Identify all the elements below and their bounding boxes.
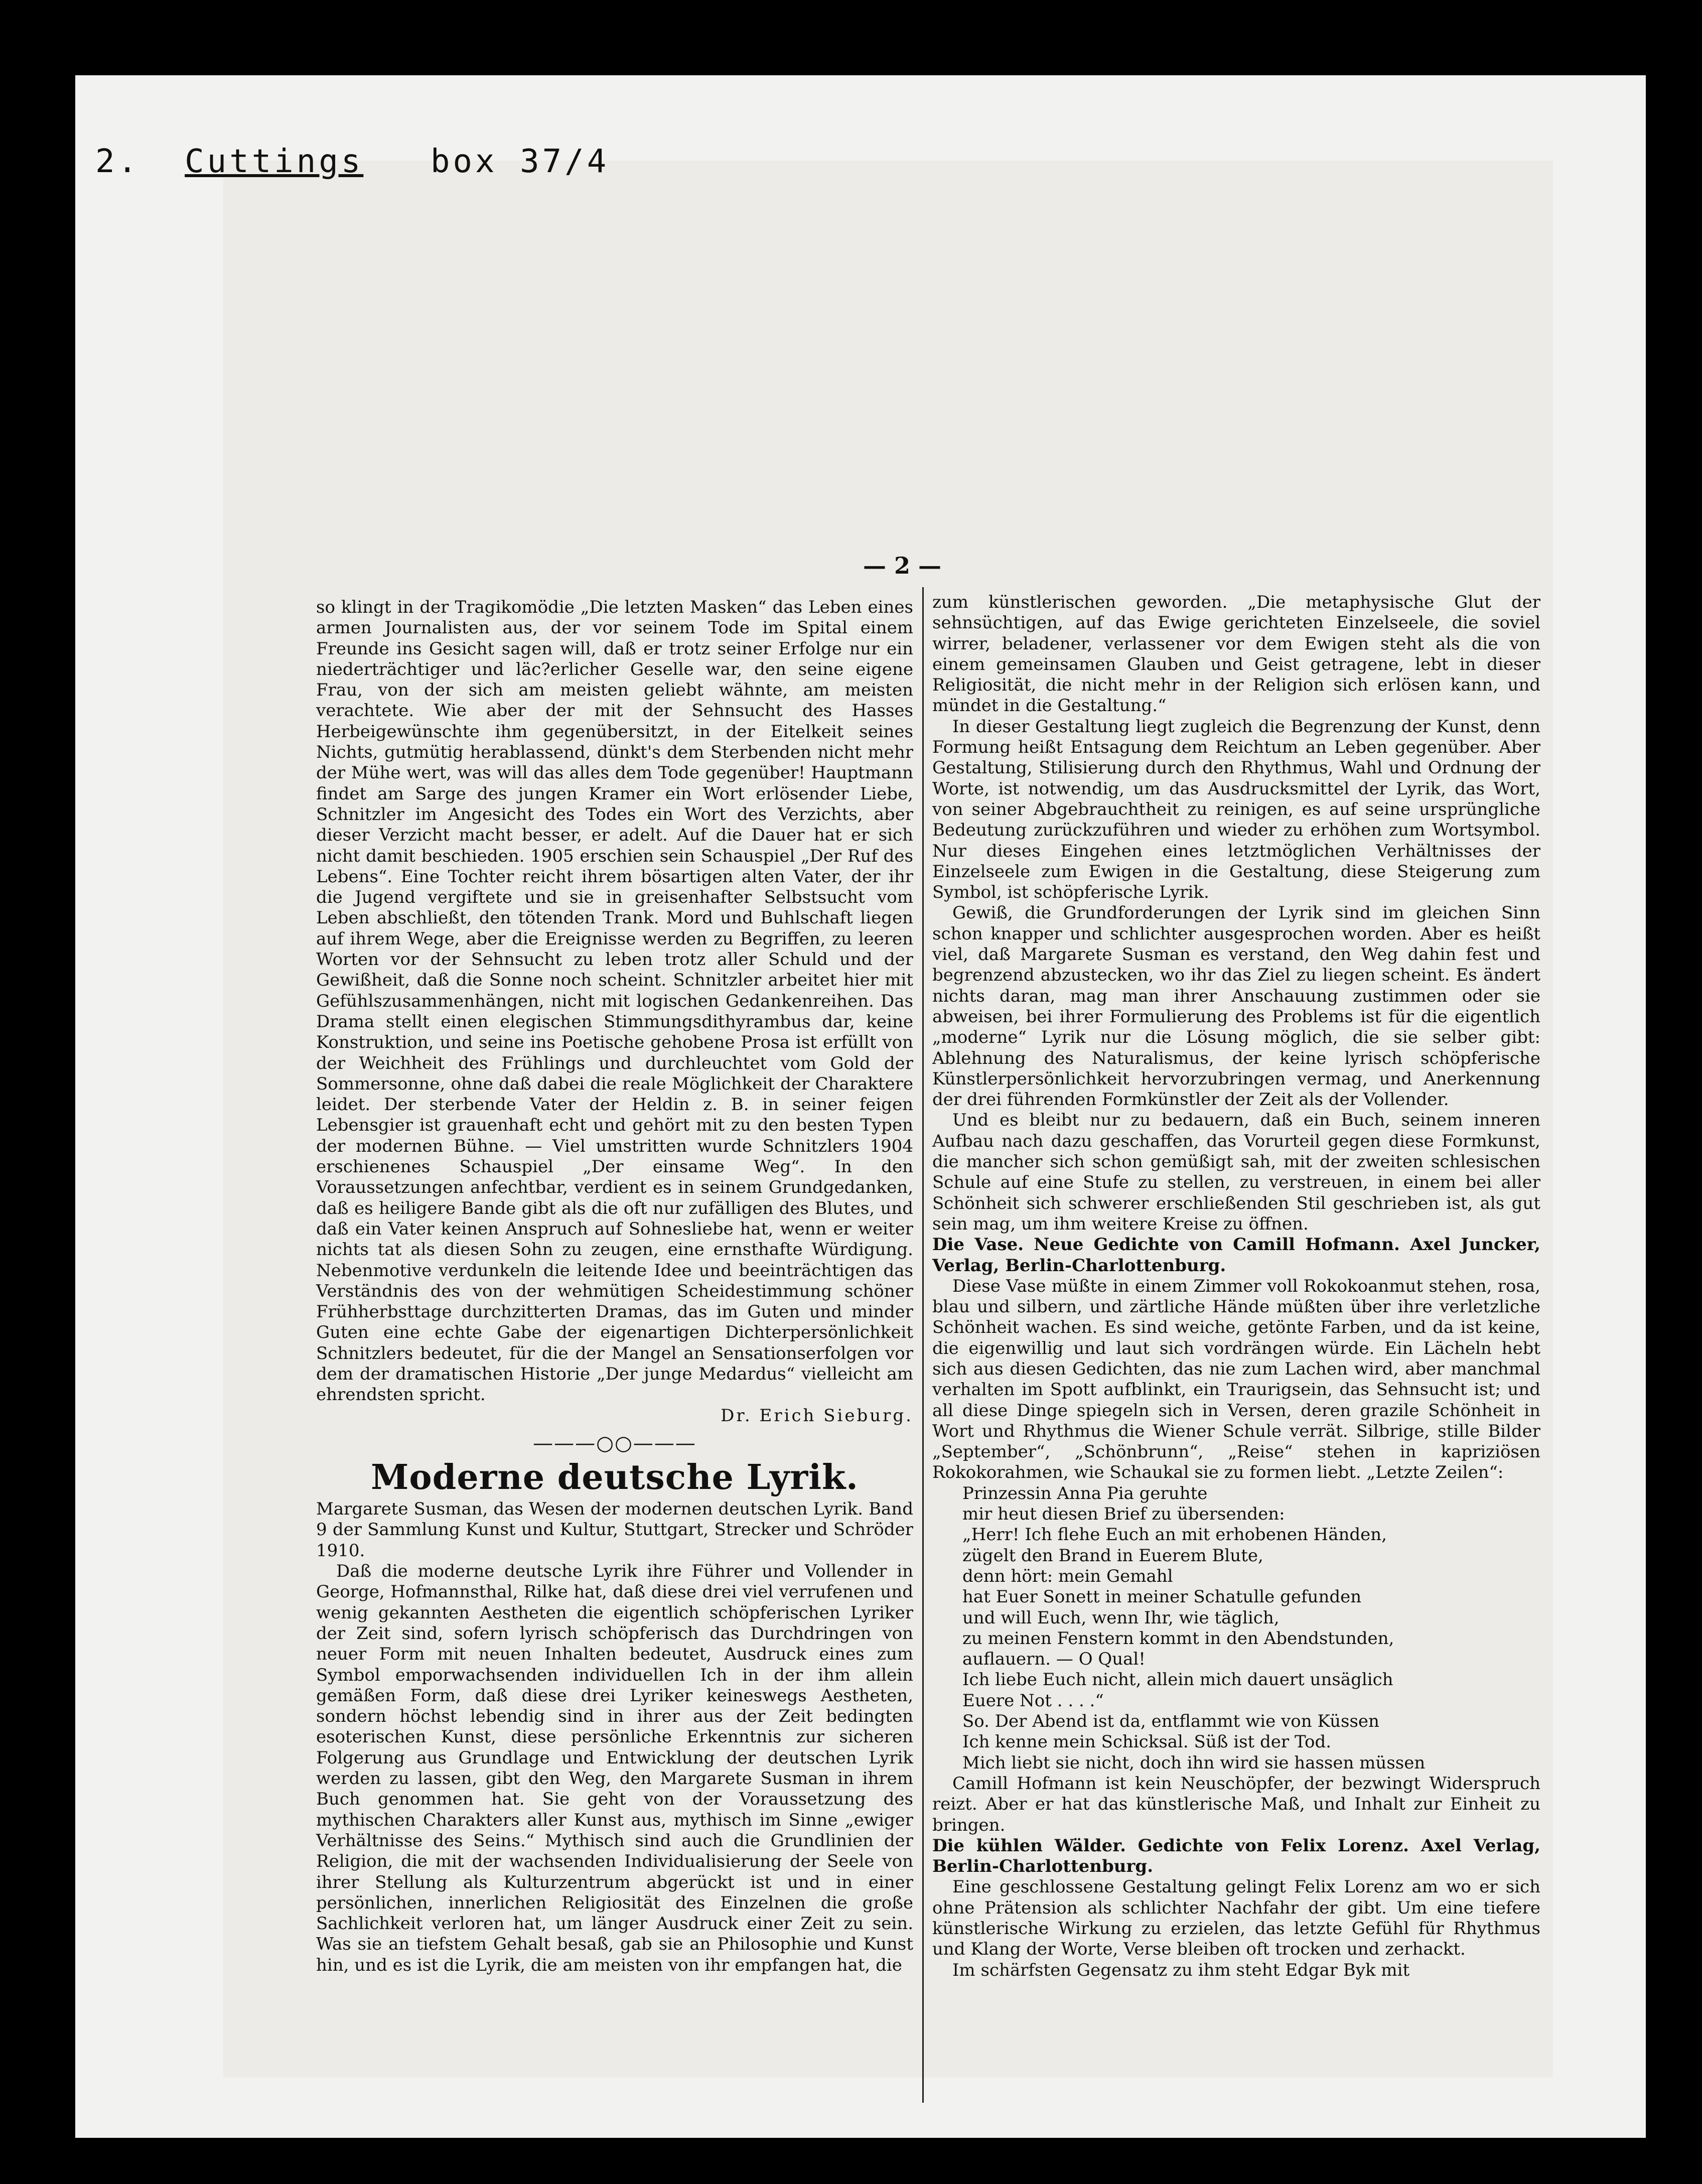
paragraph: In dieser Gestaltung liegt zugleich die Begrenzung der Kunst, denn Formung heißt Entsagung dem Reichtum an Leben gegenüber. Aber Gestaltung, Stilisierung durch den Rhythmus, Wahl und Ordnung der Worte, ist notwendig, um das Ausdrucksmittel der Lyrik, das Wort, von seiner Abgebrauchtheit zu reinigen, es auf seine ursprüngliche Bedeutung zurückzuführen und wieder zu erhöhen zum Wortsymbol. Nur dieses Eingehen eines letztmöglichen Verhältnisses der Einzelseele zum Ewigen in die Gestaltung, diese Steigerung zum Symbol, ist schöpferische Lyrik. [932,716,1540,903]
poem [932,1483,1540,1773]
poem-line: mir heut diesen Brief zu übersenden: [962,1504,1285,1525]
paragraph: Camill Hofmann ist kein Neuschöpfer, der bezwingt Widerspruch reizt. Aber er hat das künstlerische Maß, und Inhalt zur Einheit zu bringen. [932,1773,1540,1835]
paragraph: Gewiß, die Grundforderungen der Lyrik sind im gleichen Sinn schon knapper und schlichter ausgesprochen worden. Aber es heißt viel, daß Margarete Susman es verstand, den Weg dahin fest und begrenzend abzustecken, wo ihr das Ziel zu liegen scheint. Es ändert nichts daran, mag man ihrer Anschauung zustimmen oder sie abweisen, bei ihrer Formulierung des Problems ist für die eigentlich „moderne“ Lyrik nur die Lösung möglich, die sie selber gibt: Ablehnung des Naturalismus, der keine lyrisch schöpferische Künstlerpersönlichkeit hervorzubringen vermag, und Anerkennung der drei führenden Formkünstler der Zeit als der Vollender. [932,903,1540,1110]
poem-line: auflauern. — O Qual! [962,1649,1146,1670]
book-heading-vase: Die Vase. Neue Gedichte von Camill Hofmann. Axel Juncker, Verlag, Berlin-Charlottenburg. [932,1235,1540,1276]
poem-line: „Herr! Ich flehe Euch an mit erhobenen Händen, [962,1525,1387,1545]
label-prefix: 2. [95,143,140,180]
schnitzler-review-text: so klingt in der Tragikomödie „Die letzten Masken“ das Leben eines armen Journalisten aus, der vor seinem Tode im Spital einem Freunde ins Gesicht sagen will, daß er trotz seiner Erfolge nur ein niederträchtiger und läc?erlicher Geselle war, den seine eigene Frau, von der sich am meisten geliebt wähnte, am meisten verachtete. Wie aber der mit der Sehnsucht des Hasses Herbeigewünschte ihm gegenübersitzt, in der Eitelkeit seines Nichts, gutmütig herablassend, dünkt's dem Sterbenden nicht mehr der Mühe wert, was will das alles dem Tode gegenüber! Hauptmann findet am Sarge des jungen Kramer ein Wort erlösender Liebe, Schnitzler im Angesicht des Todes ein Wort des Verzichts, aber dieser Verzicht macht besser, er adelt. Auf die Dauer hat er sich nicht damit beschieden. 1905 erschien sein Schauspiel „Der Ruf des Lebens“. Eine Tochter reicht ihrem bösartigen alten Vater, der ihr die Jugend vergiftete und sie in greisenhafter Selbstsucht vom Leben abschließt, den tötenden Trank. Mord und Buhlschaft liegen auf ihrem Wege, aber die Ereignisse werden zu Begriffen, zu leeren Worten vor der Sehnsucht zu leben trotz aller Schuld und der Gewißheit, daß die Sonne noch scheint. Schnitzler arbeitet hier mit Gefühlszusammenhängen, nicht mit logischen Gedankenreihen. Das Drama stellt einen elegischen Stimmungsdithyrambus dar, keine Konstruktion, und seine ins Poetische gehobene Prosa ist erfüllt von der Weichheit des Frühlings und durchleuchtet vom Gold der Sommersonne, ohne daß dabei die reale Möglichkeit der Charaktere leidet. Der sterbende Vater der Heldin z. B. in seiner feigen Lebensgier ist grauenhaft echt und gehört mit zu den besten Typen der modernen Bühne. — Viel umstritten wurde Schnitzlers 1904 erschienenes Schauspiel „Der einsame Weg“. In den Voraussetzungen anfechtbar, verdient es in seinem Grundgedanken, daß es heiligere Bande gibt als die oft nur zufälligen des Blutes, und daß ein Vater keinen Anspruch auf Sohnesliebe hat, wenn er weiter nichts tat als diesen Sohn zu zeugen, eine ernsthafte Würdigung. Nebenmotive verdunkeln die leitende Idee und beeinträchtigen das Verständnis des von der wehmütigen Scheidestimmung schöner Frühherbsttage durchzitterten Dramas, das im Guten und minder Guten eine echte Gabe der eigenartigen Dichterpersönlichkeit Schnitzlers bedeutet, für die der Mangel an Sensationserfolgen vor dem der dramatischen Historie „Der junge Medardus“ vielleicht am ehrendsten spricht. [316,597,913,1405]
column-divider [922,587,924,2103]
book-reference: Margarete Susman, das Wesen der modernen deutschen Lyrik. Band 9 der Sammlung Kunst und Kultur, Stuttgart, Strecker und Schröder 1910. [316,1499,913,1561]
poem-line: Mich liebt sie nicht, doch ihn wird sie hassen müssen [962,1752,1426,1773]
poem-line: Prinzessin Anna Pia geruhte [962,1483,1208,1504]
poem-line: Euere Not . . . .“ [962,1690,1104,1711]
poem-line: hat Euer Sonett in meiner Schatulle gefunden [962,1587,1362,1607]
label-section: Cuttings [185,143,364,180]
poem-line: und will Euch, wenn Ihr, wie täglich, [962,1607,1280,1628]
section-ornament: ———○○——— [533,1431,696,1455]
poem-line: Ich liebe Euch nicht, allein mich dauert unsäglich [962,1670,1393,1690]
page-number: — 2 — [863,552,942,579]
book-heading-waelder: Die kühlen Wälder. Gedichte von Felix Lorenz. Axel Verlag, Berlin-Charlottenburg. [932,1835,1540,1877]
paragraph: Und es bleibt nur zu bedauern, daß ein Buch, seinem inneren Aufbau nach dazu geschaffen, das Vorurteil gegen diese Formkunst, die mancher sich schon gemüßigt sah, mit der zweiten schlesischen Schule auf eine Stufe zu stellen, zu verstreuen, in einem bei aller Schönheit sich schwerer erschließenden Stil geschrieben ist, als gut sein mag, um ihm weitere Kreise zu öffnen. [932,1110,1540,1234]
poem-line: zügelt den Brand in Euerem Blute, [962,1545,1263,1566]
left-column [316,597,913,1976]
right-column [932,592,1540,1981]
poem-line: denn hört: mein Gemahl [962,1566,1173,1586]
paragraph: Im schärfsten Gegensatz zu ihm steht Edgar Byk mit [952,1960,1410,1980]
poem-line: Ich kenne mein Schicksal. Süß ist der Tod. [962,1732,1332,1752]
paragraph: zum künstlerischen geworden. „Die metaphysische Glut der sehnsüchtigen, auf das Ewige gerichteten Einzelseele, die soviel wirrer, beladener, verlassener vor dem Ewigen steht als die von einem gemeinsamen Glauben und Geist getragene, lebt in dieser Religiosität, die nicht mehr in der Religion sich erlösen kann, und mündet in die Gestaltung.“ [932,592,1540,716]
paragraph: Diese Vase müßte in einem Zimmer voll Rokokoanmut stehen, rosa, blau und silbern, und zärtliche Hände müßten über ihre verletzliche Schönheit wachen. Es sind weiche, getönte Farben, und da ist keine, die eigenwillig und laut sich vordrängen würde. Ein Lächeln hebt sich aus diesen Gedichten, das nie zum Lachen wird, aber manchmal verhalten im Spott aufblinkt, ein Traurigsein, das Sehnsucht ist; und all diese Dinge spiegeln sich in Versen, deren grazile Schönheit in Wort und Rhythmus die Wiener Schule verrät. Silbrige, stille Bilder „September“, „Schönbrunn“, „Reise“ stehen in kapriziösen Rokokorahmen, wie Schaukal sie zu formen liebt. „Letzte Zeilen“: [932,1276,1540,1483]
poem-line: So. Der Abend ist da, entflammt wie von Küssen [962,1711,1379,1732]
archive-label [95,143,609,180]
lyrik-article-text: Daß die moderne deutsche Lyrik ihre Führer und Vollender in George, Hofmannsthal, Rilke hat, daß diese drei viel verrufenen und wenig gekannten Aestheten die eigentlich schöpferischen Lyriker der Zeit sind, sofern lyrisch schöpferisch das Durchdringen von neuer Form mit neuen Inhalten bedeutet, Ausdruck eines zum Symbol emporwachsenden individuellen Ich in der ihm allein gemäßen Form, daß diese drei Lyriker keineswegs Aestheten, sondern höchst lebendig sind in ihrer aus der Zeit bedingten esoterischen Kunst, diese persönliche Erkenntnis zur sicheren Folgerung aus Grundlage und Entwicklung der deutschen Lyrik werden zu lassen, gibt den Weg, den Margarete Susman in ihrem Buch genommen hat. Sie geht von der Voraussetzung des mythischen Charakters aller Kunst aus, mythisch im Sinne „ewiger Verhältnisse des Seins.“ Mythisch sind auch die Grundlinien der Religion, die mit der wachsenden Individualisierung der Seele von ihrer Stellung als Kulturzentrum abgerückt ist und in einer persönlichen, innerlichen Religiosität des Einzelnen die große Sachlichkeit verloren hat, um länger Ausdruck einer Zeit zu sein. Was sie an tiefstem Gehalt besaß, gab sie an Philosophie und Kunst hin, und es ist die Lyrik, die am meisten von ihr empfangen hat, die [316,1561,913,1975]
article-headline: Moderne deutsche Lyrik. [371,1457,859,1498]
author-signature: Dr. Erich Sieburg. [721,1405,913,1426]
label-box: box 37/4 [430,143,610,180]
poem-line: zu meinen Fenstern kommt in den Abendstunden, [962,1628,1394,1649]
paragraph: Eine geschlossene Gestaltung gelingt Felix Lorenz am wo er sich ohne Prätension als schlichter Nachfahr der gibt. Um eine tiefere künstlerische Wirkung zu erzielen, das letzte Gefühl für Rhythmus und Klang der Worte, Verse bleiben oft trocken und zerhackt. [932,1877,1540,1960]
